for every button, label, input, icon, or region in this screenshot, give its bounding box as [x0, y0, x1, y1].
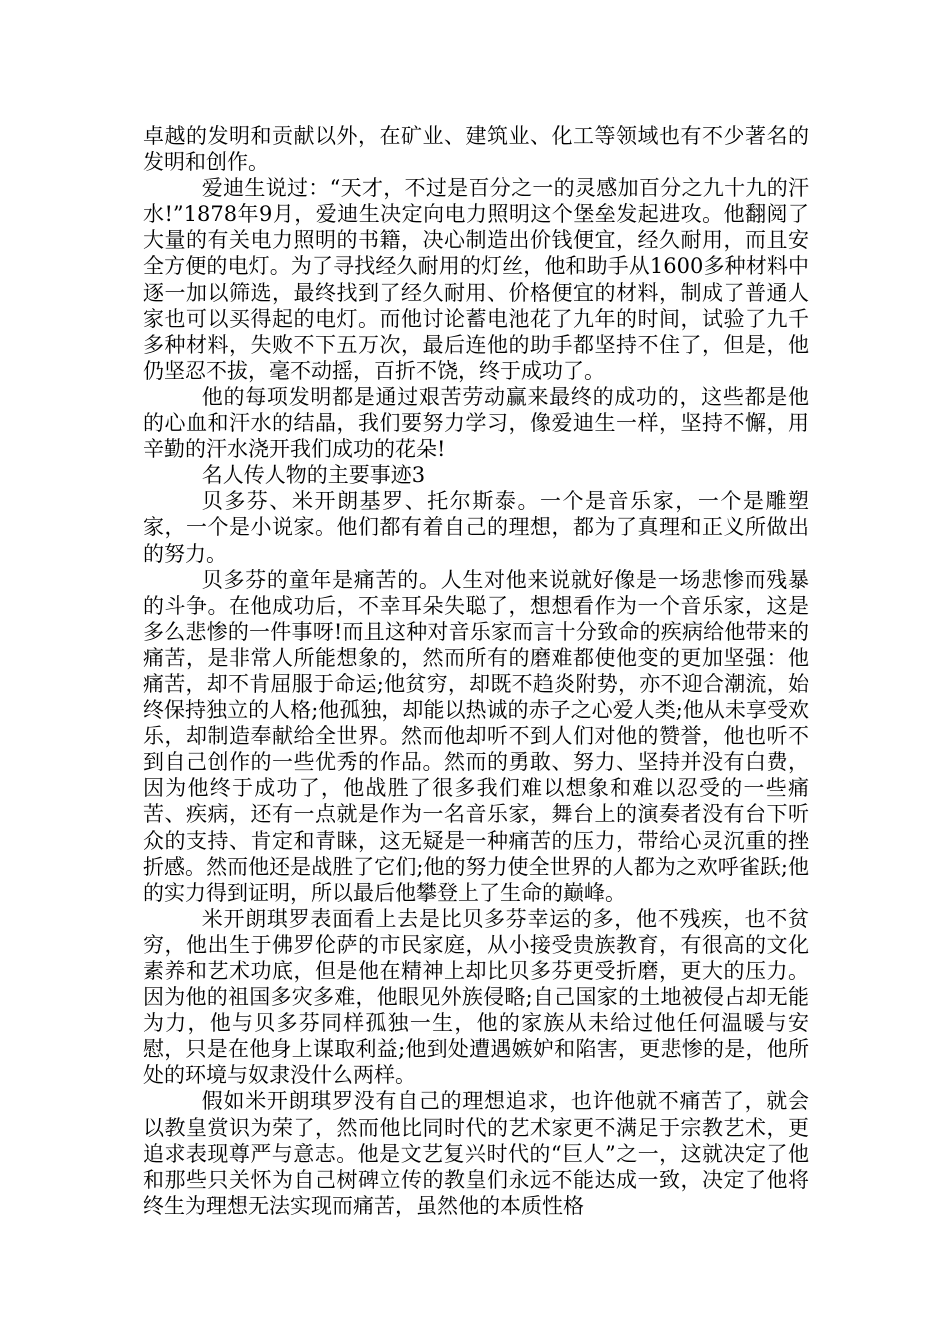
- paragraph: 贝多芬的童年是痛苦的。人生对他来说就好像是一场悲惨而残暴的斗争。在他成功后，不幸耳朵失聪了，想想看作为一个音乐家，这是多么悲惨的一件事呀!而且这种对音乐家而言十分致命的疾病给他带来的痛苦，是非常人所能想象的，然而所有的磨难都使他变的更加坚强：他痛苦，却不肯屈服于命运;他贫穷，却既不趋炎附势，亦不迎合潮流，始终保持独立的人格;他孤独，却能以热诚的赤子之心爱人类;他从未享受欢乐，却制造奉献给全世界。然而他却听不到人们对他的赞誉，他也听不到自己创作的一些优秀的作品。然而的勇敢、努力、坚持并没有白费，因为他终于成功了，他战胜了很多我们难以想象和难以忍受的一些痛苦、疾病，还有一点就是作为一名音乐家，舞台上的演奏者没有台下听众的支持、肯定和青睐，这无疑是一种痛苦的压力，带给心灵沉重的挫折感。然而他还是战胜了它们;他的努力使全世界的人都为之欢呼雀跃;他的实力得到证明，所以最后他攀登上了生命的巅峰。: [143, 567, 809, 905]
- paragraph: 米开朗琪罗表面看上去是比贝多芬幸运的多，他不残疾，也不贫穷，他出生于佛罗伦萨的市民家庭，从小接受贵族教育，有很高的文化素养和艺术功底，但是他在精神上却比贝多芬更受折磨，更大的压力。因为他的祖国多灾多难，他眼见外族侵略;自己国家的土地被侵占却无能为力，他与贝多芬同样孤独一生，他的家族从未给过他任何温暖与安慰，只是在他身上谋取利益;他到处遭遇嫉妒和陷害，更悲惨的是，他所处的环境与奴隶没什么两样。: [143, 906, 809, 1088]
- paragraph: 卓越的发明和贡献以外，在矿业、建筑业、化工等领域也有不少著名的发明和创作。: [143, 124, 809, 175]
- paragraph: 爱迪生说过：“天才，不过是百分之一的灵感加百分之九十九的汗水!”1878年9月，爱迪生决定向电力照明这个堡垒发起进攻。他翻阅了大量的有关电力照明的书籍，决心制造出价钱便宜，经久耐用，而且安全方便的电灯。为了寻找经久耐用的灯丝，他和助手从1600多种材料中逐一加以筛选，最终找到了经久耐用、价格便宜的材料，制成了普通人家也可以买得起的电灯。而他讨论蓄电池花了九年的时间，试验了九千多种材料，失败不下五万次，最后连他的助手都坚持不住了，但是，他仍坚忍不拔，毫不动摇，百折不饶，终于成功了。: [143, 176, 809, 383]
- paragraph: 他的每项发明都是通过艰苦劳动赢来最终的成功的，这些都是他的心血和汗水的结晶，我们要努力学习，像爱迪生一样，坚持不懈，用辛勤的汗水浇开我们成功的花朵!: [143, 384, 809, 462]
- paragraph: 贝多芬、米开朗基罗、托尔斯泰。一个是音乐家，一个是雕塑家，一个是小说家。他们都有着自己的理想，都为了真理和正义所做出的努力。: [143, 489, 809, 566]
- section-heading: 名人传人物的主要事迹3: [201, 463, 426, 488]
- paragraph: 假如米开朗琪罗没有自己的理想追求，也许他就不痛苦了，就会以教皇赏识为荣了，然而他比同时代的艺术家更不满足于宗教艺术，更追求表现尊严与意志。他是文艺复兴时代的“巨人”之一，这就决定了他和那些只关怀为自己树碑立传的教皇们永远不能达成一致，决定了他将终生为理想无法实现而痛苦，虽然他的本质性格: [143, 1089, 809, 1218]
- document-body: [143, 123, 809, 1219]
